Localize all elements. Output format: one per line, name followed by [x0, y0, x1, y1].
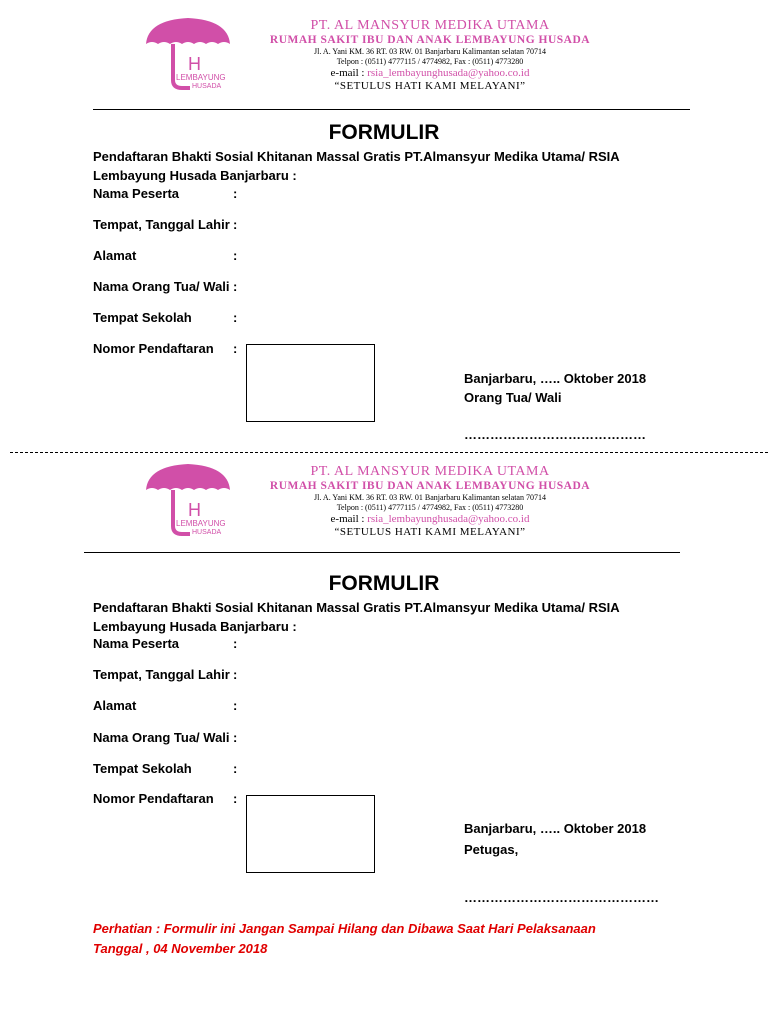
signature-line: ……………………………………… — [464, 890, 659, 905]
field-colon: : — [233, 791, 238, 806]
notice-line-1: Perhatian : Formulir ini Jangan Sampai Hilang dan Dibawa Saat Hari Pelaksanaan — [93, 921, 596, 936]
field-label: Nama Peserta — [93, 636, 179, 651]
field-label: Tempat Sekolah — [93, 761, 192, 776]
field-label: Alamat — [93, 248, 137, 263]
form-intro: Pendaftaran Bhakti Sosial Khitanan Massal Gratis PT.Almansyur Medika Utama/ RSIA Lembayung Husada Banjarbaru : — [93, 149, 620, 183]
signature-line: …………………………………… — [464, 427, 646, 442]
field-label: Tempat Sekolah — [93, 310, 192, 325]
hospital-phone: Telpon : (0511) 4777115 / 4774982, Fax : (0511) 4773280 — [336, 57, 524, 66]
hospital-motto: “SETULUS HATI KAMI MELAYANI” — [334, 80, 526, 92]
field-colon: : — [233, 341, 238, 356]
email-label: e-mail : — [330, 67, 368, 79]
field-tempat-tanggal-lahir — [93, 667, 237, 682]
field-colon: : — [233, 698, 238, 713]
signature-date: Banjarbaru, ….. Oktober 2018 — [464, 371, 647, 386]
svg-text:LEMBAYUNG: LEMBAYUNG — [176, 519, 226, 528]
svg-text:HUSADA: HUSADA — [192, 529, 222, 536]
signature-date: Banjarbaru, ….. Oktober 2018 — [464, 821, 647, 836]
field-colon: : — [233, 636, 238, 651]
svg-text:H: H — [188, 54, 201, 74]
field-label: Nama Peserta — [93, 186, 179, 201]
field-nama-orang-tua — [93, 730, 237, 745]
field-colon: : — [233, 730, 238, 745]
field-colon: : — [233, 248, 238, 263]
form-title: FORMULIR — [328, 572, 440, 595]
hospital-name: RUMAH SAKIT IBU DAN ANAK LEMBAYUNG HUSADA — [269, 480, 591, 492]
signature-role: Petugas, — [464, 842, 519, 857]
field-nama-orang-tua — [93, 279, 237, 294]
field-alamat — [93, 248, 237, 263]
field-label: Nama Orang Tua/ Wali — [93, 279, 230, 294]
field-alamat — [93, 698, 237, 713]
hospital-motto: “SETULUS HATI KAMI MELAYANI” — [334, 526, 526, 538]
field-tempat-sekolah — [93, 310, 237, 325]
field-nama-peserta — [93, 636, 237, 651]
hospital-email-line — [240, 513, 620, 526]
field-tempat-tanggal-lahir — [93, 217, 237, 232]
field-label: Nomor Pendaftaran — [93, 791, 214, 806]
form-copy-parent — [0, 0, 768, 452]
field-colon: : — [233, 667, 238, 682]
hospital-address: Jl. A. Yani KM. 36 RT. 03 RW. 01 Banjarbaru Kalimantan selatan 70714 — [314, 47, 546, 56]
email-label: e-mail : — [330, 513, 368, 525]
signature-role: Orang Tua/ Wali — [464, 390, 562, 405]
field-nama-peserta — [93, 186, 237, 201]
field-colon: : — [233, 217, 238, 232]
email-address: rsia_lembayunghusada@yahoo.co.id — [367, 513, 530, 525]
umbrella-logo-icon — [140, 460, 240, 540]
header-divider — [84, 552, 680, 553]
svg-text:H: H — [188, 500, 201, 520]
form-intro: Pendaftaran Bhakti Sosial Khitanan Massal Gratis PT.Almansyur Medika Utama/ RSIA Lembayung Husada Banjarbaru : — [93, 600, 620, 634]
field-label: Nomor Pendaftaran — [93, 341, 214, 356]
field-colon: : — [233, 279, 238, 294]
hospital-address: Jl. A. Yani KM. 36 RT. 03 RW. 01 Banjarbaru Kalimantan selatan 70714 — [314, 493, 546, 502]
company-name: PT. AL MANSYUR MEDIKA UTAMA — [310, 464, 550, 479]
field-label: Tempat, Tanggal Lahir — [93, 217, 230, 232]
field-colon: : — [233, 761, 238, 776]
registration-number-box — [246, 795, 375, 873]
hospital-phone: Telpon : (0511) 4777115 / 4774982, Fax : (0511) 4773280 — [336, 503, 524, 512]
notice-line-2: Tanggal , 04 November 2018 — [93, 941, 268, 956]
field-colon: : — [233, 310, 238, 325]
svg-text:HUSADA: HUSADA — [192, 83, 222, 90]
umbrella-logo-icon — [140, 14, 240, 94]
field-tempat-sekolah — [93, 761, 237, 776]
email-address: rsia_lembayunghusada@yahoo.co.id — [367, 67, 530, 79]
notice — [93, 919, 693, 959]
letterhead — [140, 14, 620, 94]
hospital-email-line — [240, 67, 620, 80]
header-divider — [93, 109, 690, 110]
registration-number-box — [246, 344, 375, 422]
field-nomor-pendaftaran — [93, 341, 237, 356]
svg-text:LEMBAYUNG: LEMBAYUNG — [176, 73, 226, 82]
company-name: PT. AL MANSYUR MEDIKA UTAMA — [310, 18, 550, 33]
field-label: Nama Orang Tua/ Wali — [93, 730, 230, 745]
form-title: FORMULIR — [328, 121, 440, 144]
field-label: Tempat, Tanggal Lahir — [93, 667, 230, 682]
field-nomor-pendaftaran — [93, 791, 237, 806]
letterhead — [140, 460, 620, 540]
hospital-name: RUMAH SAKIT IBU DAN ANAK LEMBAYUNG HUSADA — [269, 34, 591, 46]
field-label: Alamat — [93, 698, 137, 713]
form-copy-officer — [0, 452, 768, 1024]
field-colon: : — [233, 186, 238, 201]
